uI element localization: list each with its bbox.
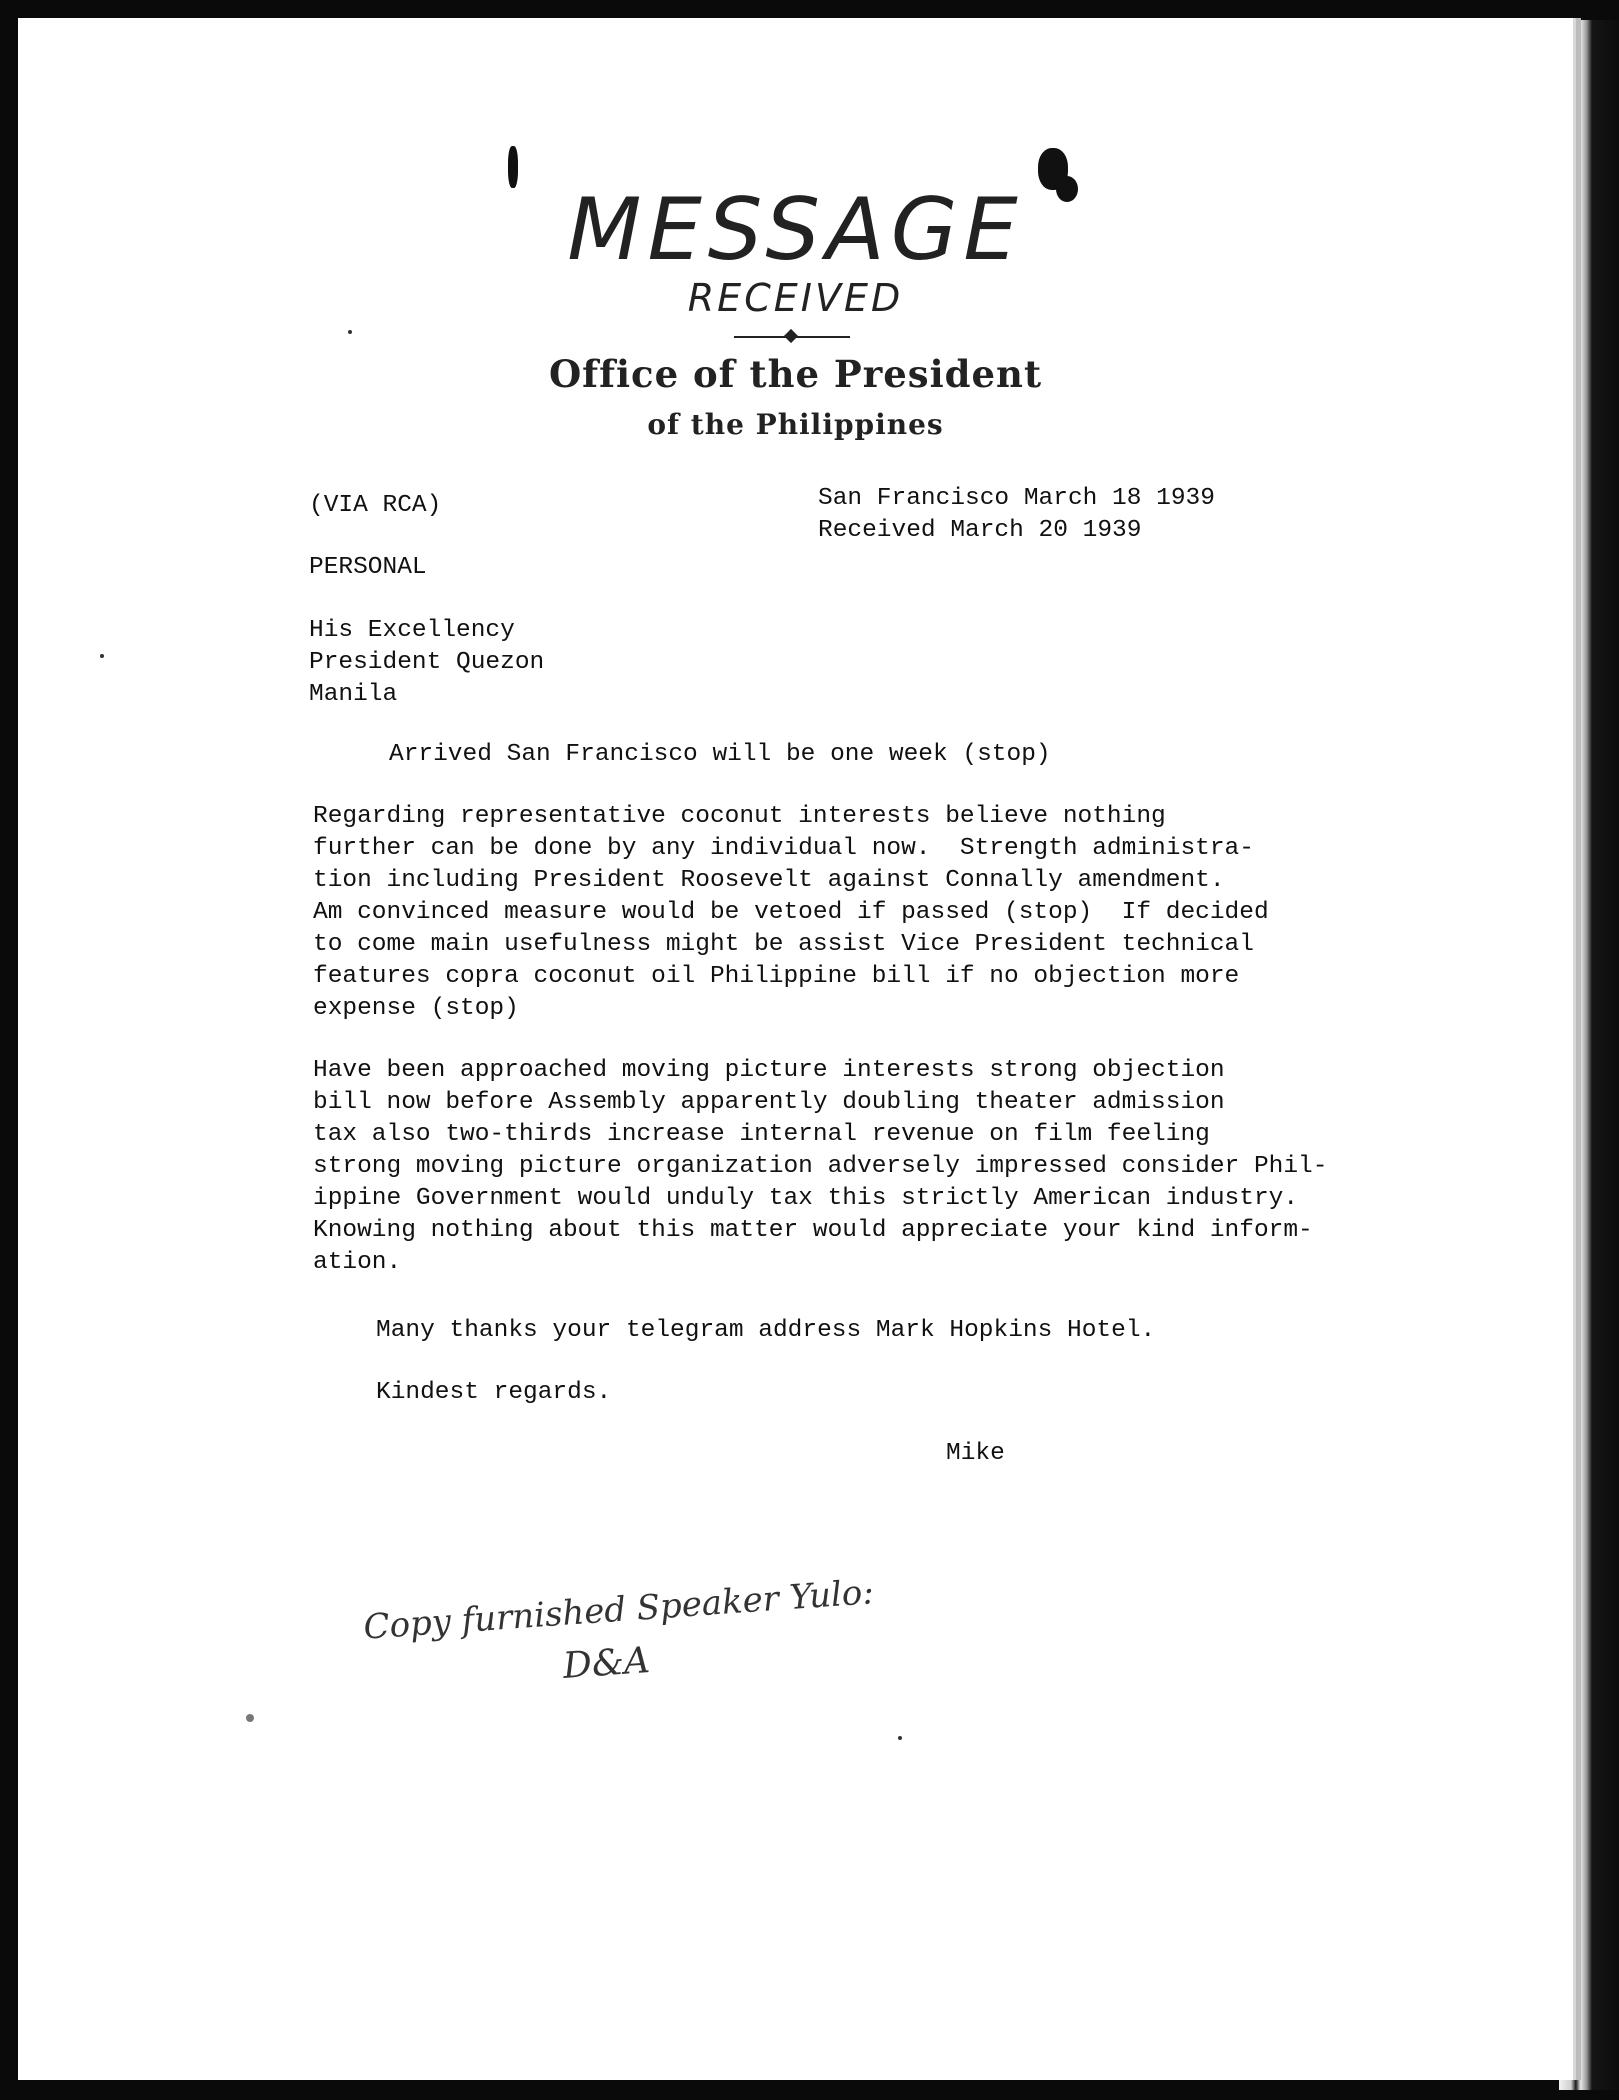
address-line-3: Manila bbox=[309, 681, 398, 708]
body-paragraph-1: Arrived San Francisco will be one week (stop) bbox=[389, 741, 1051, 768]
handwritten-note: Copy furnished Speaker Yulo: bbox=[362, 1572, 876, 1648]
speck bbox=[348, 330, 352, 334]
speck bbox=[898, 1736, 902, 1740]
sent-date: San Francisco March 18 1939 bbox=[818, 485, 1215, 512]
message-title: MESSAGE bbox=[567, 180, 1024, 280]
closing: Kindest regards. bbox=[376, 1379, 612, 1406]
body-paragraph-3: Have been approached moving picture interests strong objection bill now before Assembly apparently doubling theater admission tax also two-thirds increase internal revenue on film feeling strong moving picture organization adversely impressed consider Phil- ippine Government would unduly tax this strictly American industry. Knowing nothing about this matter would appreciate your kind inform- ation. bbox=[313, 1057, 1328, 1276]
body-paragraph-4: Many thanks your telegram address Mark Hopkins Hotel. bbox=[376, 1317, 1156, 1344]
handwritten-initials: D&A bbox=[561, 1640, 652, 1687]
personal-label: PERSONAL bbox=[309, 554, 427, 581]
address-line-1: His Excellency bbox=[309, 617, 515, 644]
via-rca: (VIA RCA) bbox=[309, 492, 442, 519]
document-page bbox=[18, 18, 1573, 2080]
office-of-president-line: Office of the President bbox=[548, 352, 1043, 396]
address-line-2: President Quezon bbox=[309, 649, 545, 676]
signature: Mike bbox=[946, 1440, 1005, 1467]
speck bbox=[100, 654, 104, 658]
speck bbox=[246, 1714, 254, 1722]
body-paragraph-2: Regarding representative coconut interests believe nothing further can be done by any individual now. Strength administra- tion including President Roosevelt against Connally amendment. Am convinced measure would be vetoed if passed (stop) If decided to come main usefulness might be assist Vice President technical features copra coconut oil Philippine bill if no objection more expense (stop) bbox=[313, 803, 1269, 1022]
received-subtitle: RECEIVED bbox=[687, 276, 904, 320]
header-diamond-ornament bbox=[784, 329, 798, 343]
of-philippines-line: of the Philippines bbox=[647, 408, 944, 441]
received-date: Received March 20 1939 bbox=[818, 517, 1142, 544]
